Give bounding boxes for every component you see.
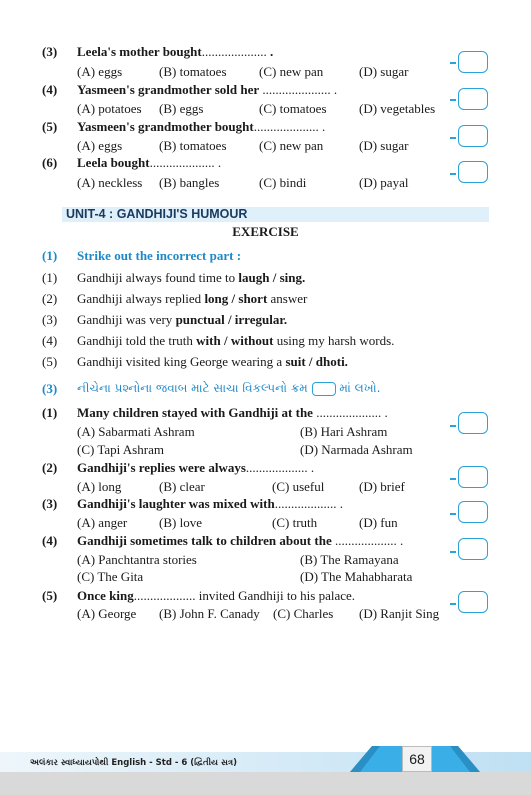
question-number: (4) xyxy=(42,82,58,97)
option: (A) eggs xyxy=(77,138,123,153)
question-number: (1) xyxy=(42,405,58,420)
section-heading: Strike out the incorrect part : xyxy=(77,248,242,263)
answer-box[interactable] xyxy=(458,538,488,560)
option-row xyxy=(77,175,457,191)
option: (A) potatoes xyxy=(77,101,142,116)
item-number: (5) xyxy=(42,354,58,369)
answer-box[interactable] xyxy=(458,466,488,488)
strike-item: Gandhiji was very punctual / irregular. xyxy=(77,312,288,327)
option: (B) eggs xyxy=(159,101,204,116)
question-text: Many children stayed with Gandhiji at the .................... . xyxy=(77,405,388,420)
strike-item: Gandhiji visited king George wearing a suit / dhoti. xyxy=(77,354,348,369)
answer-dash xyxy=(450,62,456,64)
question-number: (3) xyxy=(42,496,58,511)
exercise-heading: EXERCISE xyxy=(232,224,299,239)
option: (C) The Gita xyxy=(77,569,144,584)
option: (D) Ranjit Sing xyxy=(359,606,440,621)
section-number: (1) xyxy=(42,248,58,263)
option-row xyxy=(77,552,457,568)
option: (B) Hari Ashram xyxy=(300,424,388,439)
question-text: Gandhiji's replies were always................... . xyxy=(77,460,315,475)
answer-box[interactable] xyxy=(458,51,488,73)
option: (D) fun xyxy=(359,515,398,530)
option-row xyxy=(77,515,457,531)
option: (A) eggs xyxy=(77,64,123,79)
question-text: Yasmeen's grandmother sold her ..................... . xyxy=(77,82,338,97)
question-number: (3) xyxy=(42,44,58,59)
option: (B) bangles xyxy=(159,175,220,190)
answer-dash xyxy=(450,513,456,515)
option: (C) new pan xyxy=(259,138,324,153)
answer-dash xyxy=(450,173,456,175)
option: (D) vegetables xyxy=(359,101,436,116)
question-text: Gandhiji's laughter was mixed with................... . xyxy=(77,496,343,511)
question-text: Once king................... invited Gandhiji to his palace. xyxy=(77,588,356,603)
answer-box[interactable] xyxy=(458,88,488,110)
option: (D) payal xyxy=(359,175,409,190)
question-number: (5) xyxy=(42,588,58,603)
answer-dash xyxy=(450,603,456,605)
option: (C) bindi xyxy=(259,175,307,190)
option: (B) The Ramayana xyxy=(300,552,399,567)
question-number: (2) xyxy=(42,460,58,475)
option: (A) anger xyxy=(77,515,128,530)
item-number: (3) xyxy=(42,312,58,327)
option-row xyxy=(77,569,457,585)
unit-title: UNIT-4 : GANDHIJI'S HUMOUR xyxy=(66,207,248,221)
strike-item: Gandhiji told the truth with / without using my harsh words. xyxy=(77,333,395,348)
section-heading: નીચેના પ્રશ્નોના જવાબ માટે સાચા વિકલ્પનો ક્રમ માં લખો. xyxy=(77,381,381,395)
option: (D) Narmada Ashram xyxy=(300,442,413,457)
answer-box[interactable] xyxy=(458,591,488,613)
answer-box[interactable] xyxy=(458,412,488,434)
option: (A) George xyxy=(77,606,137,621)
footer-text: અલંકાર સ્વાધ્યાયપોથી English - Std - 6 (દ્વિતીય સત્ર) xyxy=(30,758,237,768)
option: (B) tomatoes xyxy=(159,64,227,79)
option-row xyxy=(77,64,457,80)
option: (B) John F. Canady xyxy=(159,606,260,621)
section-number: (3) xyxy=(42,381,58,396)
option-row xyxy=(77,101,457,117)
answer-box[interactable] xyxy=(458,161,488,183)
option: (C) useful xyxy=(272,479,325,494)
option: (A) Panchtantra stories xyxy=(77,552,197,567)
option: (C) truth xyxy=(272,515,318,530)
option: (C) tomatoes xyxy=(259,101,327,116)
option: (A) long xyxy=(77,479,122,494)
option: (C) Charles xyxy=(273,606,334,621)
answer-dash xyxy=(450,137,456,139)
option: (D) The Mahabharata xyxy=(300,569,413,584)
option: (A) Sabarmati Ashram xyxy=(77,424,195,439)
question-text: Leela's mother bought.................... . xyxy=(77,44,274,59)
option-row xyxy=(77,442,457,458)
question-number: (5) xyxy=(42,119,58,134)
option: (C) Tapi Ashram xyxy=(77,442,164,457)
answer-box[interactable] xyxy=(458,125,488,147)
item-number: (1) xyxy=(42,270,58,285)
option: (B) tomatoes xyxy=(159,138,227,153)
question-text: Leela bought.................... . xyxy=(77,155,222,170)
item-number: (2) xyxy=(42,291,58,306)
option-row xyxy=(77,424,457,440)
option: (D) sugar xyxy=(359,138,409,153)
option-row xyxy=(77,479,457,495)
option: (D) sugar xyxy=(359,64,409,79)
question-text: Yasmeen's grandmother bought.................... . xyxy=(77,119,326,134)
option: (D) brief xyxy=(359,479,405,494)
answer-dash xyxy=(450,99,456,101)
answer-dash xyxy=(450,478,456,480)
inline-box-icon xyxy=(312,382,336,396)
option-row xyxy=(77,606,457,622)
answer-dash xyxy=(450,551,456,553)
question-number: (4) xyxy=(42,533,58,548)
answer-box[interactable] xyxy=(458,501,488,523)
item-number: (4) xyxy=(42,333,58,348)
footer-band xyxy=(0,772,531,795)
strike-item: Gandhiji always found time to laugh / sing. xyxy=(77,270,306,285)
page-number: 68 xyxy=(402,746,432,772)
option: (C) new pan xyxy=(259,64,324,79)
option: (A) neckless xyxy=(77,175,143,190)
answer-dash xyxy=(450,425,456,427)
question-number: (6) xyxy=(42,155,58,170)
option-row xyxy=(77,138,457,154)
strike-item: Gandhiji always replied long / short answer xyxy=(77,291,308,306)
question-text: Gandhiji sometimes talk to children about the ................... . xyxy=(77,533,404,548)
option: (B) love xyxy=(159,515,202,530)
option: (B) clear xyxy=(159,479,205,494)
